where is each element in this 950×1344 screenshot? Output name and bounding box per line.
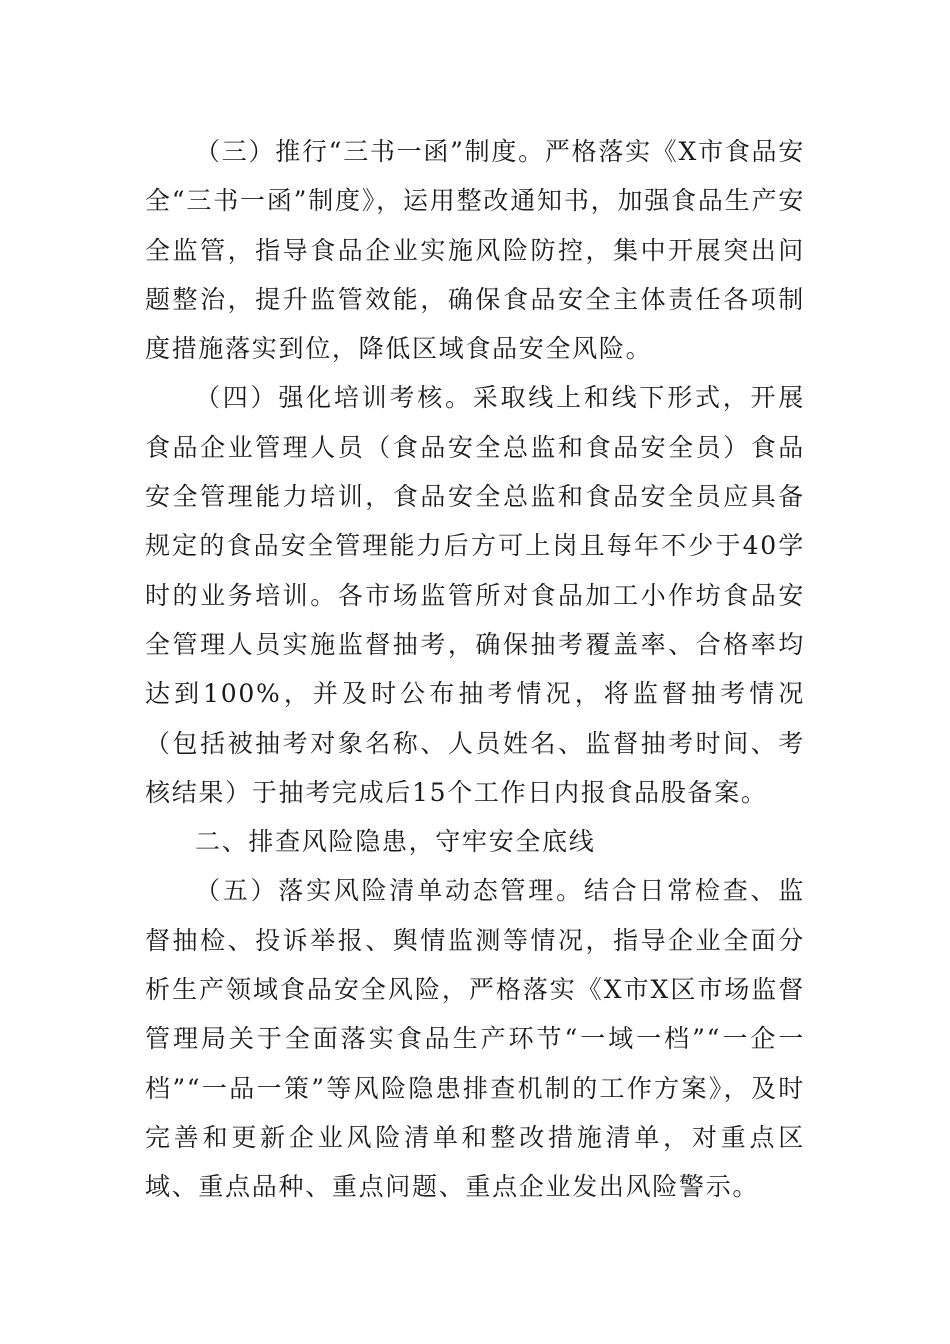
paragraph-risk-list-management: （五）落实风险清单动态管理。结合日常检查、监督抽检、投诉举报、舆情监测等情况，指导企业全面分析生产领域食品安全风险，严格落实《X市X区市场监督管理局关于全面落实食品生产环节“一域一档”“一企一档”“一品一策”等风险隐患排查机制的工作方案》，及时完善和更新企业风险清单和整改措施清单，对重点区域、重点品种、重点问题、重点企业发出风险警示。: [145, 876, 805, 1202]
paragraph-three-books-one-letter: （三）推行“三书一函”制度。严格落实《X市食品安全“三书一函”制度》，运用整改通知书，加强食品生产安全监管，指导食品企业实施风险防控，集中开展突出问题整治，提升监管效能，确保食品安全主体责任各项制度措施落实到位，降低区域食品安全风险。: [145, 137, 805, 364]
section-heading-risk-investigation: 二、排查风险隐患，守牢安全底线: [195, 827, 596, 857]
paragraph-training-assessment: （四）强化培训考核。采取线上和线下形式，开展食品企业管理人员（食品安全总监和食品安全员）食品安全管理能力培训，食品安全总监和食品安全员应具备规定的食品安全管理能力后方可上岗且每年不少于40学时的业务培训。各市场监管所对食品加工小作坊食品安全管理人员实施监督抽考，确保抽考覆盖率、合格率均达到100%，并及时公布抽考情况，将监督抽考情况（包括被抽考对象名称、人员姓名、监督抽考时间、考核结果）于抽考完成后15个工作日内报食品股备案。: [145, 383, 805, 807]
document-body: [145, 127, 805, 1212]
